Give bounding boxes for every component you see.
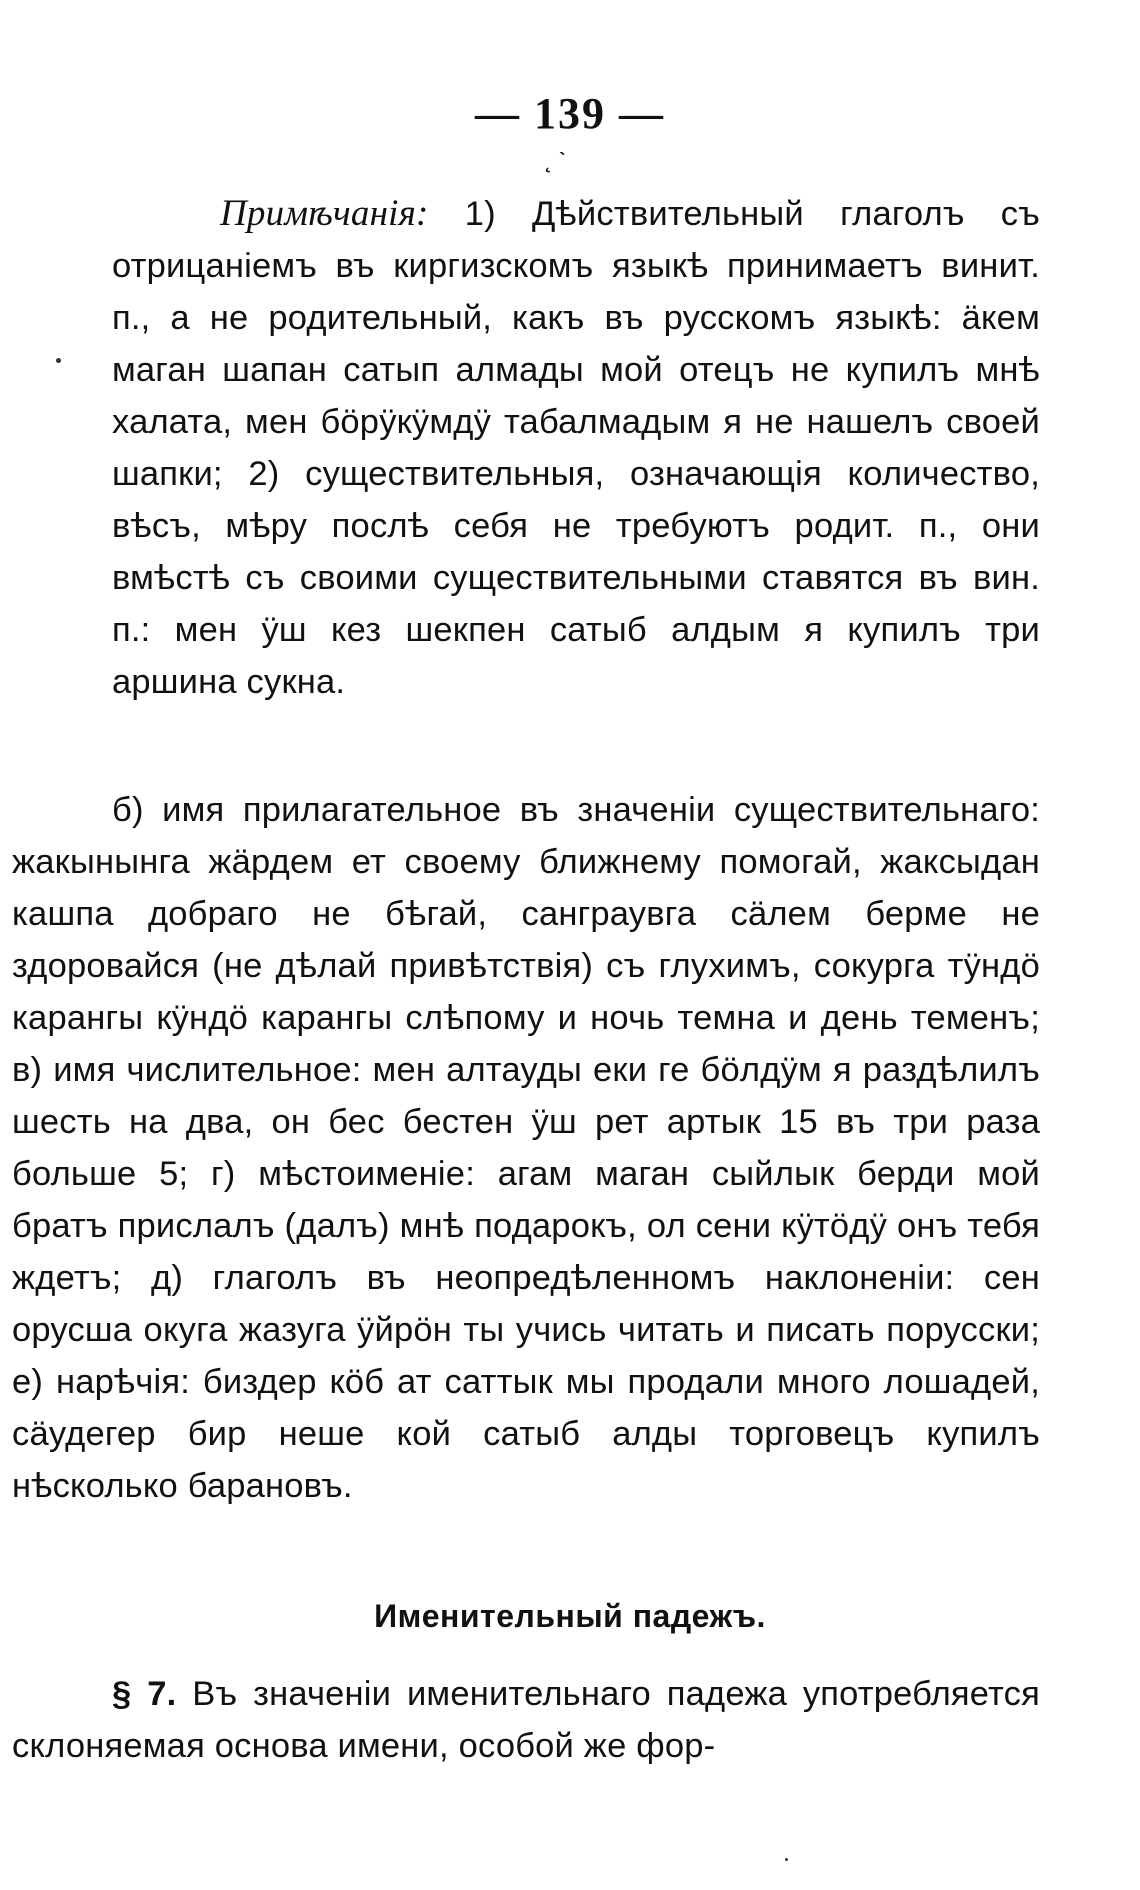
notes-label: Примѣчанія: <box>220 193 429 234</box>
print-speck <box>785 1858 788 1861</box>
notes-text: 1) Дѣйствительный глаголъ съ отрицаніемъ въ киргизскомъ языкѣ принимаетъ винит. п., а не родительный, какъ въ русскомъ языкѣ: äкем маган шапан сатып алмады мой отецъ не купилъ мнѣ халата, мен бöрÿкÿмдÿ табалмадым я не нашелъ своей шапки; 2) существительныя, означающія количество, вѣсъ, мѣру послѣ себя не требуютъ родит. п., они вмѣстѣ съ своими существительными ставятся въ вин. п.: мен ÿш кез шекпен сатыб алдым я купилъ три аршина сукна. <box>112 195 1040 701</box>
page-number: — 139 — <box>475 89 665 138</box>
stray-print-marks: ˛ ˋ <box>545 148 566 173</box>
print-speck <box>56 358 61 363</box>
notes-paragraph <box>112 188 1040 708</box>
section-sign: § 7. <box>112 1675 177 1713</box>
paragraph-7 <box>12 1668 1040 1772</box>
section-heading: Именительный падежъ. <box>374 1598 766 1634</box>
paragraph-b: б) имя прилагательное въ значеніи существительнаго: жакынынга жäрдем ет своему ближнему помогай, жаксыдан кашпа добраго не бѣгай, санграувга сäлем берме не здоровайся (не дѣлай привѣтствія) съ глухимъ, сокурга тÿндö карангы кÿндö карангы слѣпому и ночь темна и день теменъ; в) имя числительное: мен алтауды еки ге бöлдÿм я раздѣлилъ шесть на два, он бес бестен ÿш рет артык 15 въ три раза больше 5; г) мѣстоименіе: агам маган сыйлык берди мой братъ прислалъ (далъ) мнѣ подарокъ, ол сени кÿтöдÿ онъ тебя ждетъ; д) глаголъ въ неопредѣленномъ наклоненіи: сен орусша окуга жазуга ÿйрöн ты учись читать и писать порусски; е) нарѣчія: биздер кöб ат саттык мы продали много лошадей, сäудегер бир неше кой сатыб алды торговецъ купилъ нѣсколько барановъ. <box>12 791 1040 1505</box>
paragraph-7-text: Въ значеніи именительнаго падежа употребляется склоняемая основа имени, особой же фор- <box>12 1675 1040 1765</box>
